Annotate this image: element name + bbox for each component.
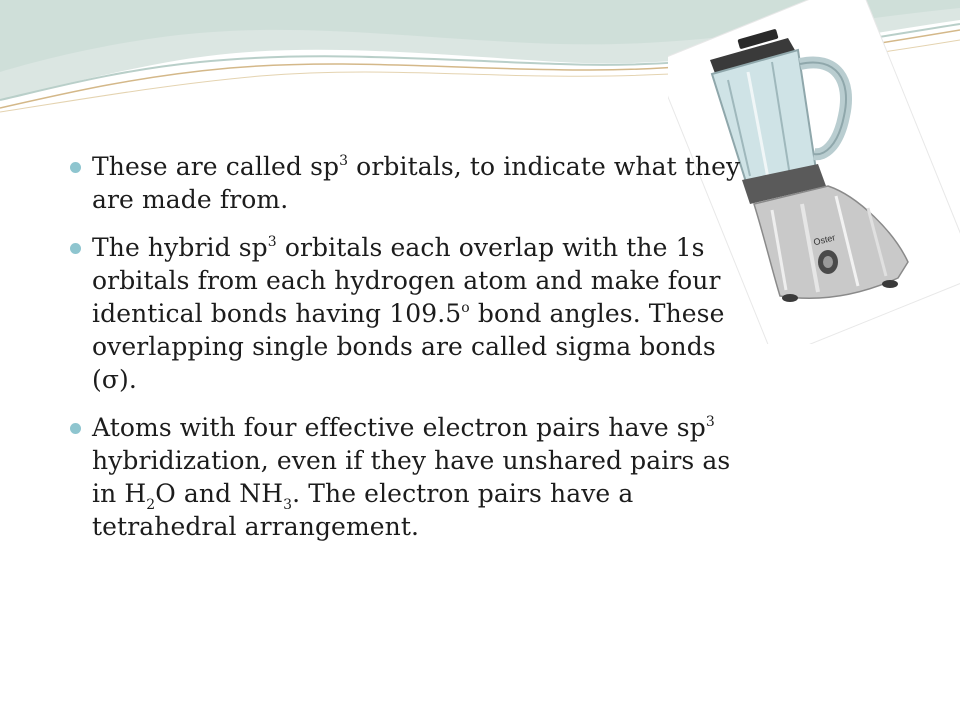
superscript: 3 [705, 414, 715, 430]
subscript: 3 [283, 497, 293, 513]
bullet-text: bond angles. These overlapping single bonds are called sigma bonds (σ). [92, 299, 725, 394]
bullet-text: . The electron pairs have a tetrahedral arrangement. [92, 479, 634, 541]
bullet-text: orbitals each overlap with the 1s orbitals from each hydrogen atom and make four identical bonds having 109.5 [92, 233, 721, 328]
bullet-dot [70, 243, 81, 254]
bullet-text: Atoms with four effective electron pairs have sp [92, 413, 706, 442]
bullet-list [70, 150, 760, 558]
bullet-text: The hybrid sp [92, 233, 268, 262]
bullet-text: orbitals, to indicate what they are made from. [92, 152, 741, 214]
bullet-dot [70, 162, 81, 173]
bullet-item-sigma-bonds [70, 231, 760, 396]
bullet-text: hybridization, even if they have unshared pairs as in H [92, 446, 731, 508]
superscript: 3 [339, 153, 349, 169]
bullet-text: These are called sp [92, 152, 340, 181]
bullet-text: O and NH [155, 479, 284, 508]
superscript: o [461, 300, 470, 316]
blender-brand-label: Oster [812, 232, 837, 248]
bullet-item-sp3-orbitals [70, 150, 760, 216]
subscript: 2 [146, 497, 156, 513]
superscript: 3 [267, 234, 277, 250]
bullet-item-tetrahedral [70, 411, 760, 543]
bullet-dot [70, 423, 81, 434]
